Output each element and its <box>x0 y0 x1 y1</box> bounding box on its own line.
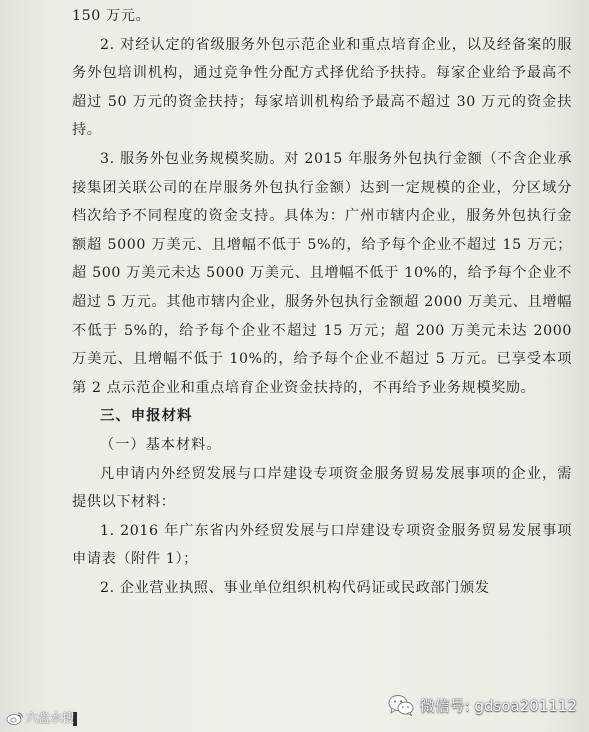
paragraph-requirements-intro: 凡申请内外经贸发展与口岸建设专项资金服务贸易发展事项的企业，需提供以下材料： <box>72 465 572 511</box>
section-heading: 三、申报材料 <box>100 408 193 425</box>
paragraph-amount-tail: 150 万元。 <box>72 8 151 24</box>
paragraph-item-2: 2. 对经认定的省级服务外包示范企业和重点培育企业，以及经备案的服务外包培训机构，通过竞争性分配方式择优给予扶持。每家企业给予最高不超过 50 万元的资金扶持；每家培训机构给予最高不超过 30 万元的资金扶持。 <box>72 36 572 139</box>
paragraph-material-2: 2. 企业营业执照、事业单位组织机构代码证或民政部门颁发 <box>100 579 490 596</box>
document-body <box>72 2 572 602</box>
wechat-watermark <box>388 694 577 716</box>
paragraph-material-1: 1. 2016 年广东省内外经贸发展与口岸建设专项资金服务贸易发展事项申请表（附件 1）； <box>72 522 572 568</box>
wechat-watermark-text: 微信号: gdsoa201112 <box>419 696 577 715</box>
paragraph-item-3: 3. 服务外包业务规模奖励。对 2015 年服务外包执行金额（不含企业承接集团关联公司的在岸服务外包执行金额）达到一定规模的企业，分区域分档次给予不同程度的资金支持。具体为：广州市辖内企业，服务外包执行金额超 5000 万美元、且增幅不低于 5%的，给予每个企业不超过 15 万元；超 500 万美元未达 5000 万美元、且增幅不低于 10%的，给予每个企业不超过 5 万元。其他市辖内企业，服务外包执行金额超 2000 万美元、且增幅不低于 5%的，给予每个企业不超过 15 万元；超 200 万美元未达 2000 万美元、且增幅不低于 10%的，给予每个企业不超过 5 万元。已享受本项第 2 点示范企业和重点培育企业资金扶持的，不再给予业务规模奖励。 <box>72 150 572 396</box>
weibo-icon <box>6 711 24 725</box>
wechat-icon <box>388 694 414 716</box>
subsection-heading: （一）基本材料。 <box>100 436 222 453</box>
weibo-watermark-text: 六盘水搜 <box>26 711 75 725</box>
weibo-watermark <box>6 709 74 726</box>
